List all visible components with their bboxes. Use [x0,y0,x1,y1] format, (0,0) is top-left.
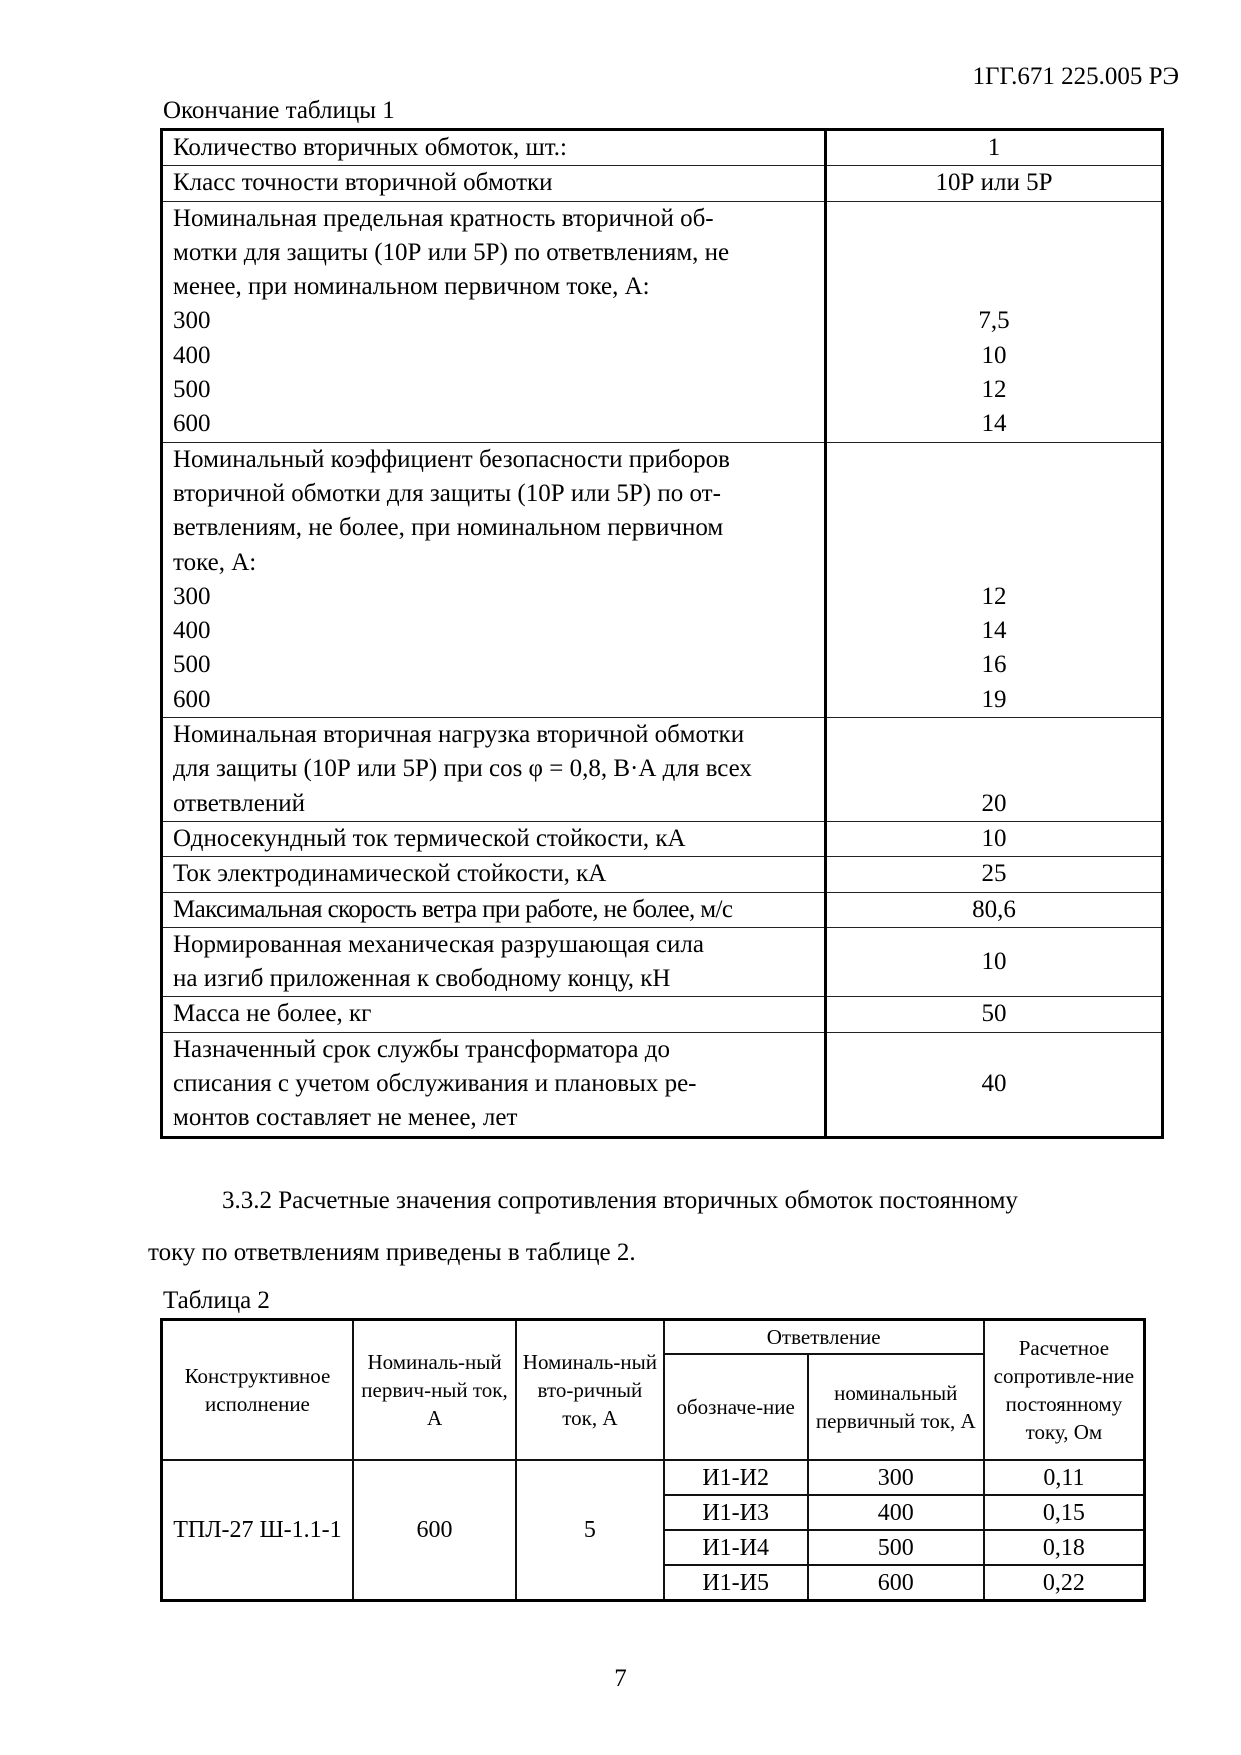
value-cell [826,997,1163,1032]
value-text-line: 10 [981,824,1007,852]
value-text-line [837,511,1151,545]
paragraph-line-2: току по ответвлениям приведены в таблице 2. [148,1239,636,1266]
parameter-text-line: ветвлениям, не более, при номинальном первичном [173,514,724,542]
parameter-text-line: Масса не более, кг [173,1000,372,1028]
cell-tap-current: 500 [808,1530,984,1565]
parameter-cell [162,166,826,201]
parameter-text-line: Номинальная предельная кратность вторичной об- [173,204,714,232]
value-text-line: 40 [981,1070,1007,1098]
parameter-text-line: 600 [173,685,211,713]
value-cell [826,130,1163,166]
cell-tap-current: 300 [808,1460,984,1495]
table1-row [162,892,1163,927]
paragraph-line-1: 3.3.2 Расчетные значения сопротивления вторичных обмоток постоянному [222,1187,1018,1214]
cell-primary-current: 600 [353,1460,516,1601]
parameter-text-line: вторичной обмотки для защиты (10Р или 5Р) по от- [173,479,721,507]
table2-caption: Таблица 2 [163,1287,270,1314]
cell-tap: И1-И3 [664,1495,808,1530]
value-text-line: 12 [981,582,1007,610]
table1-row [162,166,1163,201]
parameter-text-line: 300 [173,582,211,610]
document-code: 1ГГ.671 225.005 РЭ [972,63,1179,90]
value-cell [826,201,1163,442]
cell-tap: И1-И2 [664,1460,808,1495]
parameter-text-line: 500 [173,376,211,404]
value-text-line: 19 [981,685,1007,713]
value-text-line [837,270,1151,304]
parameter-text-line: Нормированная механическая разрушающая сила [173,930,704,958]
value-cell [826,718,1163,822]
parameter-text-line: Ток электродинамической стойкости, кА [173,860,607,888]
value-text-line [837,477,1151,511]
value-text-line: 10 [981,341,1007,369]
value-cell [826,166,1163,201]
value-text-line [837,443,1151,477]
cell-tap-current: 400 [808,1495,984,1530]
parameter-cell [162,857,826,892]
table1-row [162,718,1163,822]
table1-row [162,857,1163,892]
cell-tap-current: 600 [808,1565,984,1601]
header-tap-primary-current: номинальный первичный ток, А [808,1354,984,1460]
parameter-cell [162,821,826,856]
table1-row [162,927,1163,997]
parameter-cell [162,442,826,717]
parameter-text-line: 300 [173,307,211,335]
parameter-text-line: 400 [173,341,211,369]
header-design: Конструктивное исполнение [162,1320,353,1461]
parameter-cell [162,997,826,1032]
value-cell [826,442,1163,717]
parameter-text-line: 600 [173,410,211,438]
parameter-cell [162,201,826,442]
value-cell [826,821,1163,856]
table1-row [162,130,1163,166]
cell-tap: И1-И5 [664,1565,808,1601]
value-text-line: 20 [981,789,1007,817]
table1-row [162,997,1163,1032]
value-text-line [837,546,1151,580]
parameter-text-line: Максимальная скорость ветра при работе, не более, м/с [173,895,733,923]
header-primary-current: Номиналь-ный первич-ный ток, А [353,1320,516,1461]
table1-caption: Окончание таблицы 1 [163,97,395,124]
cell-resistance: 0,15 [984,1495,1145,1530]
value-text-line: 7,5 [978,307,1010,335]
parameter-text-line: 400 [173,617,211,645]
parameter-text-line: Назначенный срок службы трансформатора до [173,1035,670,1063]
parameter-text-line: списания с учетом обслуживания и плановых ре- [173,1070,697,1098]
header-tap: Ответвление [664,1320,984,1355]
cell-resistance: 0,11 [984,1460,1145,1495]
parameter-text-line: токе, А: [173,548,257,576]
cell-design: ТПЛ-27 Ш-1.1-1 [162,1460,353,1601]
cell-tap: И1-И4 [664,1530,808,1565]
parameter-cell [162,927,826,997]
parameter-text-line: Односекундный ток термической стойкости, кА [173,824,686,852]
parameter-cell [162,1032,826,1137]
value-text-line: 10Р или 5Р [935,169,1053,197]
parameter-text-line: для защиты (10Р или 5Р) при cos φ = 0,8, В·А для всех [173,755,752,783]
header-tap-designation: обозначе-ние [664,1354,808,1460]
value-cell [826,1032,1163,1137]
table1-body [162,130,1163,1138]
table2-row [162,1460,1145,1495]
table1 [160,128,1164,1139]
table1-row [162,821,1163,856]
cell-resistance: 0,22 [984,1565,1145,1601]
page-number: 7 [614,1665,627,1692]
cell-secondary-current: 5 [516,1460,663,1601]
table2 [160,1318,1146,1602]
parameter-text-line: Номинальная вторичная нагрузка вторичной обмотки [173,721,745,749]
table2-header-row [162,1320,1145,1355]
table1-row [162,442,1163,717]
parameter-text-line: Класс точности вторичной обмотки [173,169,553,197]
value-text-line: 10 [981,947,1007,975]
parameter-cell [162,130,826,166]
parameter-text-line: на изгиб приложенная к свободному концу, кН [173,965,671,993]
parameter-text-line: Номинальный коэффициент безопасности приборов [173,445,730,473]
parameter-text-line: монтов составляет не менее, лет [173,1104,518,1132]
parameter-text-line: мотки для защиты (10Р или 5Р) по ответвлениям, не [173,238,730,266]
parameter-text-line: ответвлений [173,789,305,817]
value-text-line: 12 [981,376,1007,404]
parameter-cell [162,892,826,927]
value-text-line: 14 [981,617,1007,645]
value-text-line: 80,6 [972,895,1016,923]
table1-row [162,1032,1163,1137]
parameter-cell [162,718,826,822]
value-text-line: 25 [981,860,1007,888]
value-text-line [837,236,1151,270]
parameter-text-line: 500 [173,651,211,679]
value-text-line [837,202,1151,236]
value-cell [826,892,1163,927]
value-text-line: 16 [981,651,1007,679]
parameter-text-line: менее, при номинальном первичном токе, А: [173,273,650,301]
value-text-line: 1 [987,134,1001,161]
value-text-line: 50 [981,1000,1007,1028]
header-resistance: Расчетное сопротивле-ние постоянному току, Ом [984,1320,1145,1461]
table1-row [162,201,1163,442]
header-secondary-current: Номиналь-ный вто-ричный ток, А [516,1320,663,1461]
value-cell [826,857,1163,892]
value-cell [826,927,1163,997]
parameter-text-line: Количество вторичных обмоток, шт.: [173,134,568,161]
cell-resistance: 0,18 [984,1530,1145,1565]
value-text-line: 14 [981,410,1007,438]
